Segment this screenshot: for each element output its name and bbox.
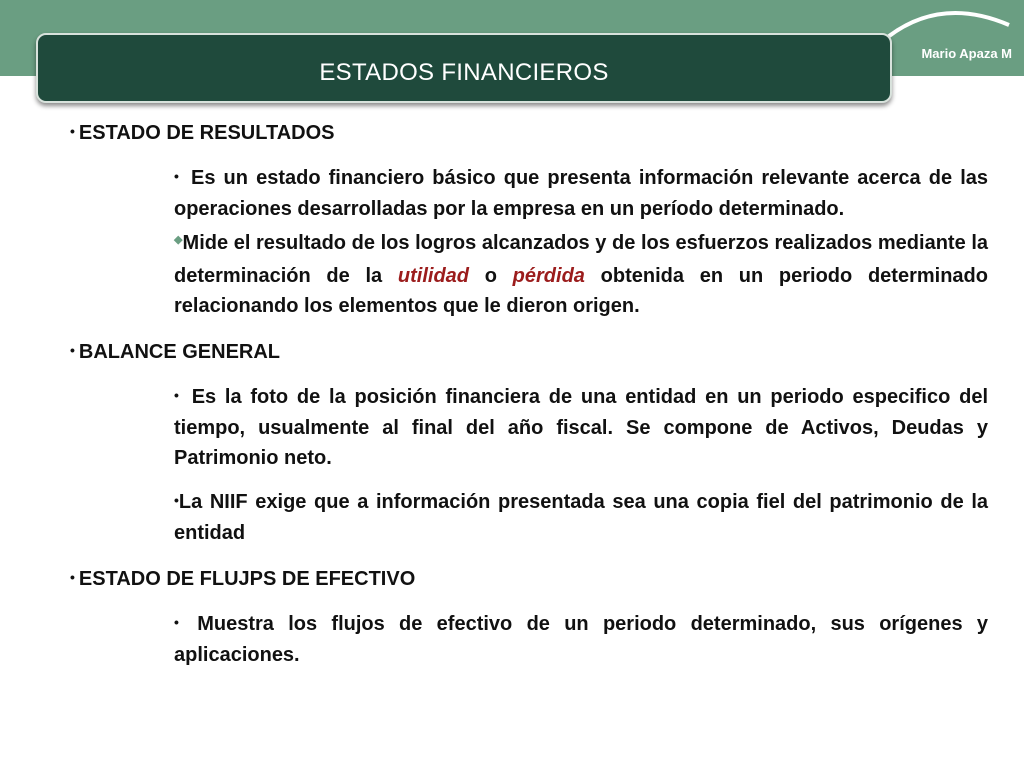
bullet-icon: •	[70, 342, 75, 358]
bullet-icon: •	[70, 569, 75, 585]
paragraph: ◆Mide el resultado de los logros alcanzados y de los esfuerzos realizados mediante la determinación de la utilidad o pérdida obtenida en un periodo determinado relacionando los elementos que le dieron origen.	[174, 232, 988, 317]
title-banner	[36, 33, 892, 103]
bullet-icon: •	[174, 492, 179, 508]
section-heading-balance: • BALANCE GENERAL	[70, 341, 281, 363]
section-heading-flujos: • ESTADO DE FLUJPS DE EFECTIVO	[70, 568, 416, 590]
paragraph: • Muestra los flujos de efectivo de un periodo determinado, sus orígenes y aplicaciones.	[174, 613, 989, 666]
bullet-icon: •	[174, 168, 179, 184]
paragraph: • Es la foto de la posición financiera de una entidad en un periodo especifico del tiempo, usualmente al final del año fiscal. Se compone de Activos, Deudas y Patrimonio neto.	[174, 386, 988, 469]
bullet-icon: •	[70, 123, 75, 139]
bullet-icon: •	[174, 387, 179, 403]
diamond-bullet-icon: ◆	[174, 234, 183, 246]
paragraph: •La NIIF exige que a información presentada sea una copia fiel del patrimonio de la entidad	[174, 491, 988, 544]
highlight-utilidad: utilidad	[397, 265, 469, 287]
page-title: ESTADOS FINANCIEROS	[319, 59, 609, 86]
highlight-perdida: pérdida	[512, 265, 585, 287]
bullet-icon: •	[174, 614, 179, 630]
section-heading-resultados: • ESTADO DE RESULTADOS	[70, 122, 335, 144]
slide-content	[70, 120, 990, 670]
author-label: Mario Apaza M	[921, 46, 1012, 61]
paragraph: • Es un estado financiero básico que presenta información relevante acerca de las operaciones desarrolladas por la empresa en un período determinado.	[174, 167, 988, 220]
